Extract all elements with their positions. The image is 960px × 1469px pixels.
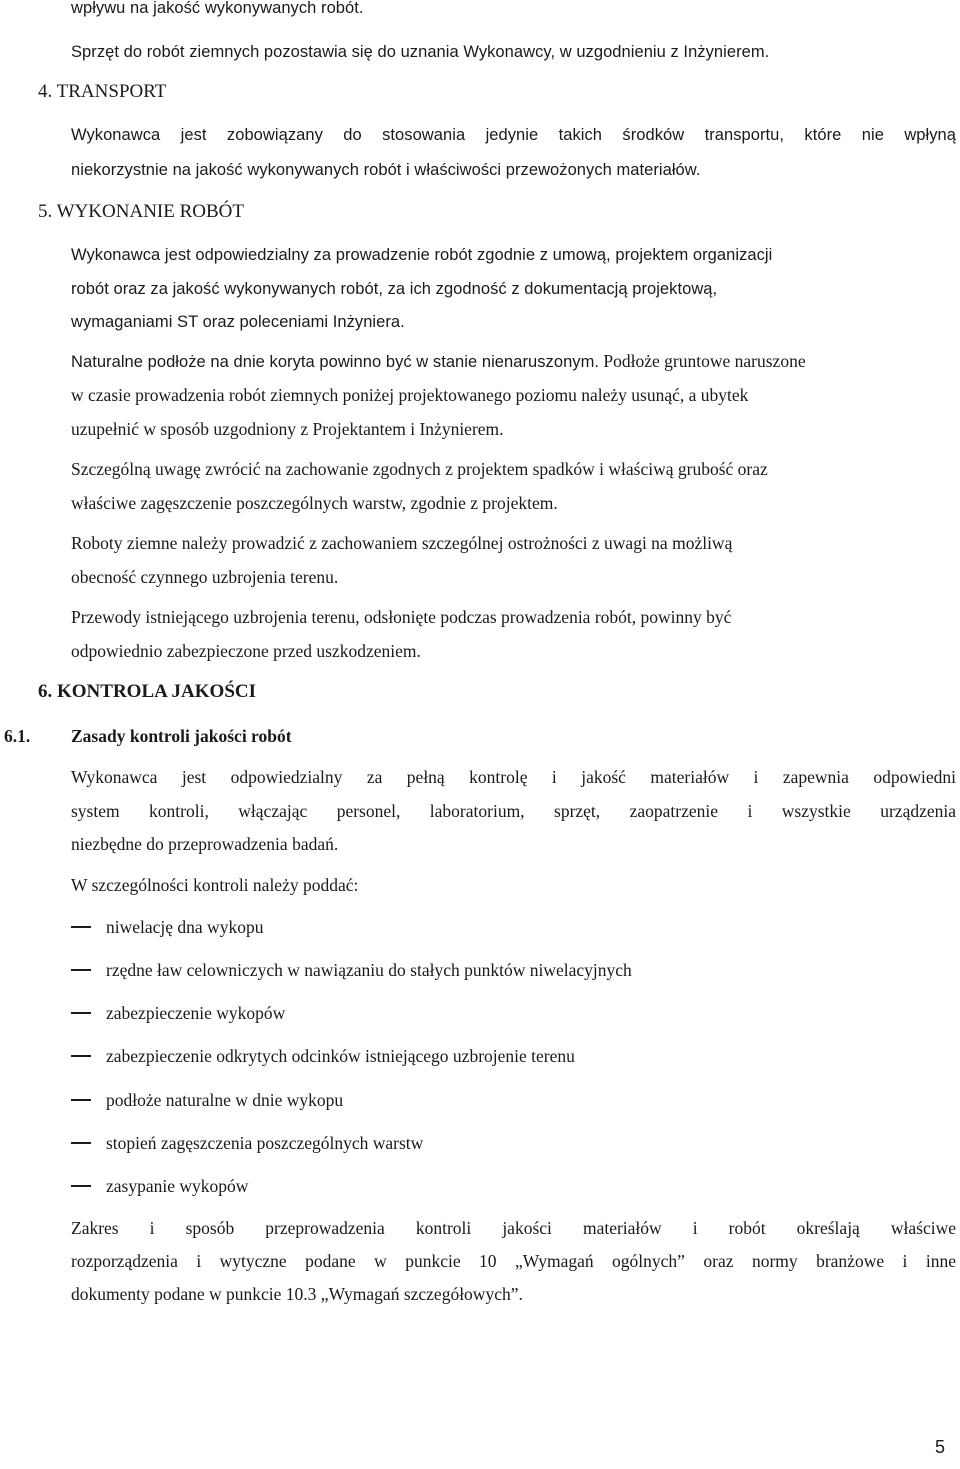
text-line: system kontroli, włączając personel, laboratorium, sprzęt, zaopatrzenie i wszystkie urządzenia [71, 801, 956, 821]
text-line: Sprzęt do robót ziemnych pozostawia się do uznania Wykonawcy, w uzgodnieniu z Inżynierem. [71, 43, 770, 61]
text-fragment: Podłoże gruntowe naruszone [603, 351, 806, 371]
dash-bullet-icon [71, 1055, 91, 1057]
dash-bullet-icon [71, 926, 91, 928]
text-line: uzupełnić w sposób uzgodniony z Projektantem i Inżynierem. [71, 419, 504, 439]
list-item: zabezpieczenie wykopów [106, 1003, 286, 1023]
text-fragment: Naturalne podłoże na dnie koryta powinno być w stanie nienaruszonym. [71, 353, 600, 371]
dash-bullet-icon [71, 969, 91, 971]
section-heading-quality: 6. KONTROLA JAKOŚCI [38, 681, 257, 702]
text-line: W szczególności kontroli należy poddać: [71, 875, 359, 895]
list-item: rzędne ław celowniczych w nawiązaniu do stałych punktów niwelacyjnych [106, 960, 632, 980]
text-line: rozporządzenia i wytyczne podane w punkcie 10 „Wymagań ogólnych” oraz normy branżowe i inne [71, 1251, 956, 1271]
text-line: Roboty ziemne należy prowadzić z zachowaniem szczególnej ostrożności z uwagi na możliwą [71, 533, 733, 553]
text-line: niezbędne do przeprowadzenia badań. [71, 834, 339, 854]
text-line: Wykonawca jest odpowiedzialny za pełną kontrolę i jakość materiałów i zapewnia odpowiedni [71, 767, 956, 787]
text-line: w czasie prowadzenia robót ziemnych poniżej projektowanego poziomu należy usunąć, a ubytek [71, 385, 749, 405]
dash-bullet-icon [71, 1099, 91, 1101]
text-line: Wykonawca jest odpowiedzialny za prowadzenie robót zgodnie z umową, projektem organizacji [71, 246, 773, 264]
text-line: odpowiednio zabezpieczone przed uszkodzeniem. [71, 641, 421, 661]
subsection-title: Zasady kontroli jakości robót [71, 726, 292, 746]
dash-bullet-icon [71, 1142, 91, 1144]
text-line: Przewody istniejącego uzbrojenia terenu, odsłonięte podczas prowadzenia robót, powinny być [71, 607, 732, 627]
page-number: 5 [935, 1437, 946, 1457]
text-line: wymaganiami ST oraz poleceniami Inżyniera. [71, 313, 405, 331]
list-item: zasypanie wykopów [106, 1176, 249, 1196]
section-heading-transport: 4. TRANSPORT [38, 81, 167, 102]
list-item: niwelację dna wykopu [106, 917, 264, 937]
text-line: dokumenty podane w punkcie 10.3 „Wymagań szczegółowych”. [71, 1284, 523, 1304]
text-line: Wykonawca jest zobowiązany do stosowania jedynie takich środków transportu, które nie wpłyną [71, 126, 956, 144]
subsection-number: 6.1. [4, 726, 31, 746]
text-line: Szczególną uwagę zwrócić na zachowanie zgodnych z projektem spadków i właściwą grubość oraz [71, 459, 768, 479]
text-line: niekorzystnie na jakość wykonywanych robót i właściwości przewożonych materiałów. [71, 161, 701, 179]
text-line: Zakres i sposób przeprowadzenia kontroli jakości materiałów i robót określają właściwe [71, 1218, 956, 1238]
text-line: wpływu na jakość wykonywanych robót. [71, 0, 364, 17]
dash-bullet-icon [71, 1012, 91, 1014]
text-line: obecność czynnego uzbrojenia terenu. [71, 567, 339, 587]
section-heading-execution: 5. WYKONANIE ROBÓT [38, 201, 244, 222]
text-line: właściwe zagęszczenie poszczególnych warstw, zgodnie z projektem. [71, 493, 558, 513]
list-item: stopień zagęszczenia poszczególnych warstw [106, 1133, 424, 1153]
list-item: zabezpieczenie odkrytych odcinków istniejącego uzbrojenie terenu [106, 1046, 575, 1066]
list-item: podłoże naturalne w dnie wykopu [106, 1090, 344, 1110]
dash-bullet-icon [71, 1185, 91, 1187]
text-line [71, 350, 956, 373]
text-line: robót oraz za jakość wykonywanych robót, za ich zgodność z dokumentacją projektową, [71, 280, 718, 298]
